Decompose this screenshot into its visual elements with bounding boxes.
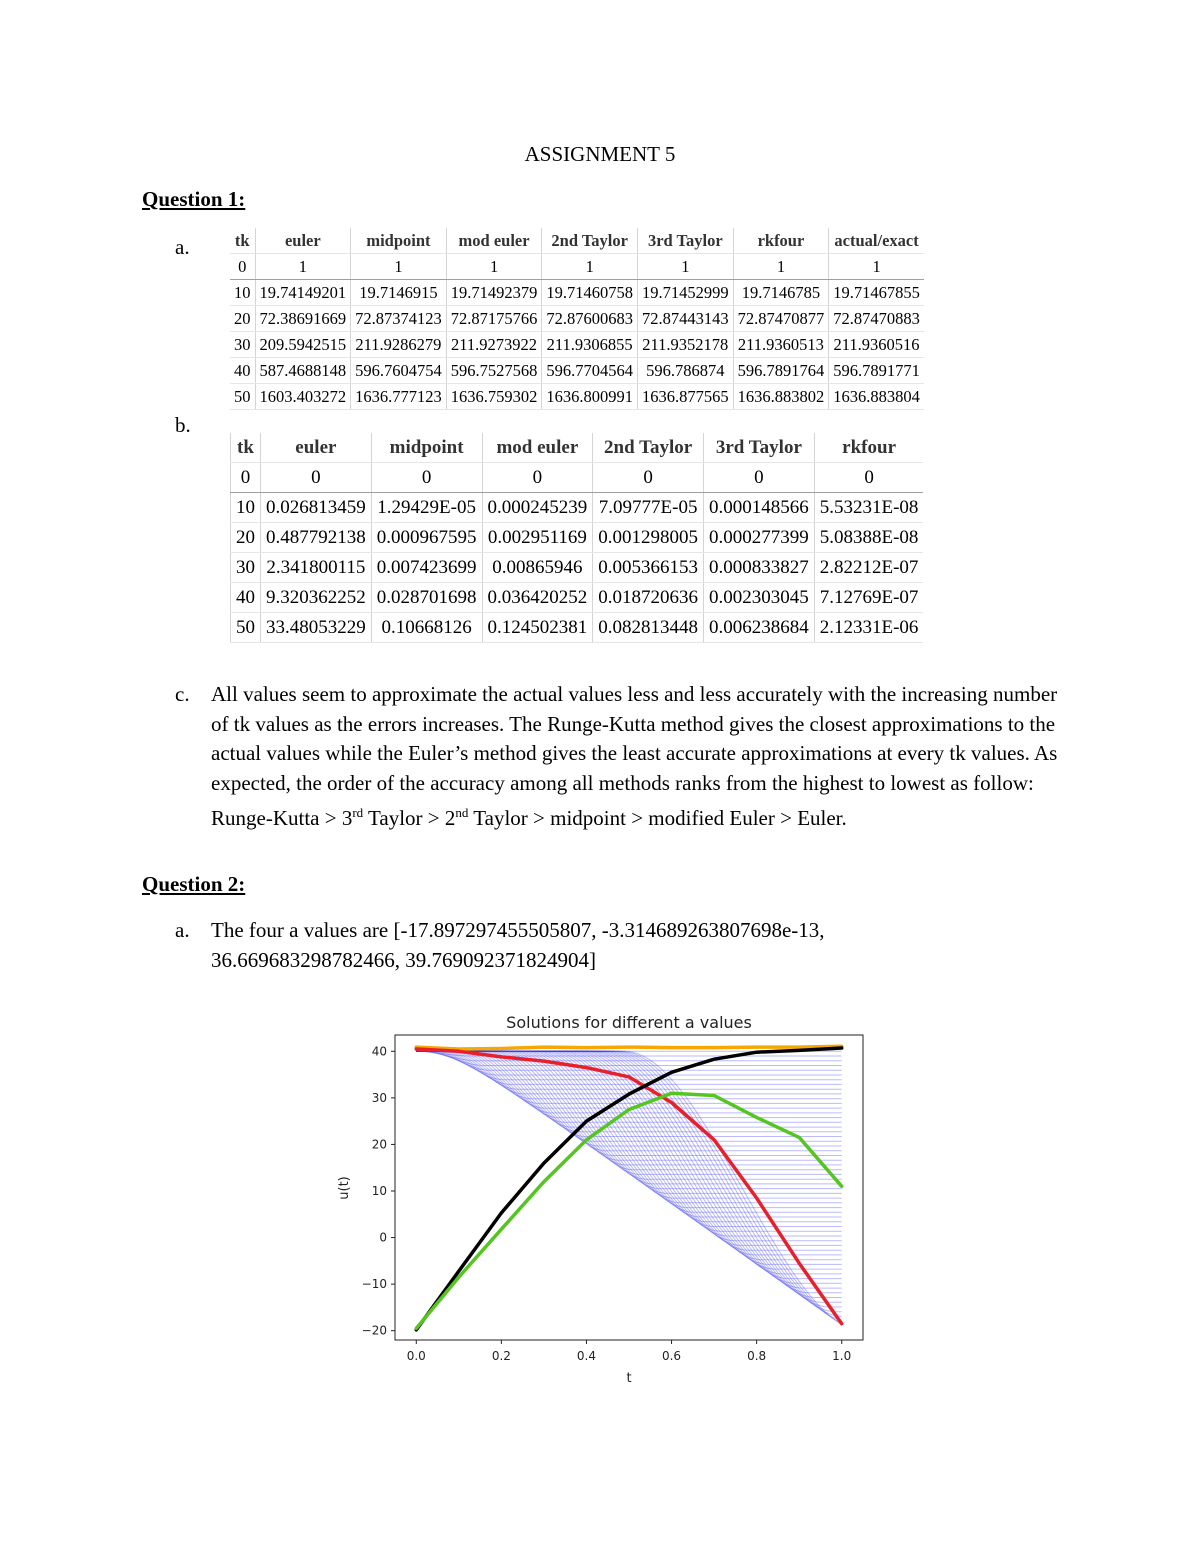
table-cell: 1603.403272: [255, 384, 351, 410]
results-table: [230, 228, 924, 410]
column-header: 3rd Taylor: [704, 433, 815, 463]
table-cell: 596.786874: [638, 358, 734, 384]
table-cell: 7.09777E-05: [593, 493, 704, 523]
y-tick-label: 10: [371, 1183, 387, 1198]
series-line-1: [416, 1046, 841, 1049]
table-cell: 10: [230, 280, 255, 306]
table-cell: 1636.759302: [446, 384, 542, 410]
table-cell: 72.87600683: [542, 306, 638, 332]
column-header: mod euler: [482, 433, 593, 463]
series-line-4: [416, 1093, 841, 1328]
table-row: [230, 306, 924, 332]
table-cell: 596.7704564: [542, 358, 638, 384]
y-tick-label: 20: [371, 1137, 387, 1152]
table-cell: 0: [593, 463, 704, 493]
table-cell: 1: [542, 254, 638, 280]
table-cell: 0.002951169: [482, 523, 593, 553]
table-cell: 19.71460758: [542, 280, 638, 306]
table-cell: 40: [230, 358, 255, 384]
table-cell: 0: [482, 463, 593, 493]
table-cell: 72.87175766: [446, 306, 542, 332]
table-cell: 0: [814, 463, 923, 493]
table-cell: 19.71452999: [638, 280, 734, 306]
table-cell: 1636.777123: [351, 384, 447, 410]
table-cell: 33.48053229: [261, 613, 372, 643]
table-cell: 30: [231, 553, 261, 583]
table-cell: 0.001298005: [593, 523, 704, 553]
x-tick-label: 0.4: [576, 1349, 597, 1363]
column-header: 2nd Taylor: [593, 433, 704, 463]
table-cell: 0.002303045: [704, 583, 815, 613]
y-tick-label: 40: [371, 1044, 387, 1059]
column-header: midpoint: [371, 433, 482, 463]
table-row: [231, 613, 924, 643]
table-cell: 587.4688148: [255, 358, 351, 384]
table-cell: 19.71467855: [829, 280, 924, 306]
table-row: [231, 463, 924, 493]
table-cell: 0.000245239: [482, 493, 593, 523]
item-label-2a: a.: [175, 918, 190, 942]
table-cell: 1: [829, 254, 924, 280]
x-tick-label: 0.2: [491, 1349, 511, 1363]
table-cell: 211.9352178: [638, 332, 734, 358]
table-cell: 0.487792138: [261, 523, 372, 553]
table-cell: 596.7604754: [351, 358, 447, 384]
table-cell: 1636.800991: [542, 384, 638, 410]
table-row: [230, 358, 924, 384]
table-cell: 0: [371, 463, 482, 493]
table-cell: 0.005366153: [593, 553, 704, 583]
table-cell: 0.082813448: [593, 613, 704, 643]
table-cell: 0.000148566: [704, 493, 815, 523]
table-cell: 596.7891764: [733, 358, 829, 384]
question-1-heading: Question 1:: [142, 187, 246, 211]
y-tick-label: −20: [361, 1323, 387, 1338]
table-row: [230, 254, 924, 280]
a-values-text: The four a values are [-17.897297455505807, -3.314689263807698e-13, 36.669683298782466, 39.769092371824904]: [211, 918, 825, 972]
table-cell: 7.12769E-07: [814, 583, 923, 613]
column-header: tk: [231, 433, 261, 463]
x-tick-label: 1.0: [832, 1349, 852, 1363]
table-row: [230, 332, 924, 358]
table-cell: 72.87470883: [829, 306, 924, 332]
table-cell: 0: [230, 254, 255, 280]
table-cell: 1: [255, 254, 351, 280]
table-cell: 1: [733, 254, 829, 280]
table-cell: 19.71492379: [446, 280, 542, 306]
table-cell: 40: [231, 583, 261, 613]
x-tick-label: 0.8: [747, 1349, 767, 1363]
table-cell: 1636.883802: [733, 384, 829, 410]
column-header: midpoint: [351, 228, 447, 254]
background-curve: [416, 1051, 841, 1198]
document-title: ASSIGNMENT 5: [524, 142, 676, 166]
column-header: 3rd Taylor: [638, 228, 734, 254]
table-cell: 211.9286279: [351, 332, 447, 358]
table-cell: 0: [231, 463, 261, 493]
table-cell: 72.87374123: [351, 306, 447, 332]
table-cell: 2.341800115: [261, 553, 372, 583]
table-cell: 211.9360516: [829, 332, 924, 358]
table-cell: 211.9360513: [733, 332, 829, 358]
table-cell: 596.7527568: [446, 358, 542, 384]
table-row: [231, 553, 924, 583]
table-cell: 1636.877565: [638, 384, 734, 410]
table-cell: 10: [231, 493, 261, 523]
table-cell: 0.018720636: [593, 583, 704, 613]
y-ticks: [362, 1044, 395, 1337]
table-cell: 1: [638, 254, 734, 280]
table-header-row: [230, 228, 924, 254]
table-cell: 0.036420252: [482, 583, 593, 613]
question-2-heading: Question 2:: [142, 872, 246, 896]
table-cell: 20: [230, 306, 255, 332]
column-header: rkfour: [733, 228, 829, 254]
table-cell: 2.82212E-07: [814, 553, 923, 583]
table-row: [231, 523, 924, 553]
plot-frame: [395, 1035, 863, 1340]
table-cell: 72.87443143: [638, 306, 734, 332]
table-cell: 0.026813459: [261, 493, 372, 523]
column-header: actual/exact: [829, 228, 924, 254]
table-cell: 5.53231E-08: [814, 493, 923, 523]
table-cell: 1636.883804: [829, 384, 924, 410]
table-row: [231, 493, 924, 523]
table-cell: 0: [704, 463, 815, 493]
errors-table: [230, 433, 923, 643]
column-header: mod euler: [446, 228, 542, 254]
chart-title: Solutions for different a values: [506, 1013, 752, 1032]
table-cell: 0.006238684: [704, 613, 815, 643]
table-cell: 2.12331E-06: [814, 613, 923, 643]
table-cell: 50: [231, 613, 261, 643]
background-curve: [416, 1051, 841, 1150]
table-cell: 0.10668126: [371, 613, 482, 643]
table-cell: 0.00865946: [482, 553, 593, 583]
y-tick-label: −10: [361, 1277, 387, 1292]
table-cell: 5.08388E-08: [814, 523, 923, 553]
table-cell: 1: [446, 254, 542, 280]
y-tick-label: 0: [379, 1230, 387, 1245]
table-cell: 0.124502381: [482, 613, 593, 643]
accuracy-discussion: All values seem to approximate the actual values less and less accurately with the increasing number of tk values as the errors increases. The Runge-Kutta method gives the closest approximations to the actual values while the Euler’s method gives the least accurate approximations at every tk values. As expected, the order of the accuracy among all methods ranks from the highest to lowest as follow: Runge-Kutta > 3rd Taylor > 2nd Taylor > midpoint > modified Euler > Euler.: [211, 682, 1058, 830]
column-header: tk: [230, 228, 255, 254]
table-cell: 0.007423699: [371, 553, 482, 583]
item-label-1b: b.: [175, 413, 191, 437]
x-tick-label: 0.6: [661, 1349, 682, 1363]
item-label-1a: a.: [175, 235, 190, 259]
table-cell: 50: [230, 384, 255, 410]
table-cell: 209.5942515: [255, 332, 351, 358]
column-header: euler: [255, 228, 351, 254]
column-header: euler: [261, 433, 372, 463]
table-cell: 19.7146915: [351, 280, 447, 306]
table-cell: 211.9306855: [542, 332, 638, 358]
table-cell: 19.7146785: [733, 280, 829, 306]
x-ticks: [407, 1340, 852, 1363]
table-row: [230, 384, 924, 410]
background-curve: [416, 1051, 841, 1255]
table-cell: 72.87470877: [733, 306, 829, 332]
table-row: [230, 280, 924, 306]
series-line-2: [416, 1049, 841, 1324]
table-cell: 72.38691669: [255, 306, 351, 332]
table-cell: 1.29429E-05: [371, 493, 482, 523]
table-cell: 0: [261, 463, 372, 493]
table-cell: 19.74149201: [255, 280, 351, 306]
x-tick-label: 0.0: [406, 1349, 426, 1363]
table-cell: 0.000277399: [704, 523, 815, 553]
table-cell: 9.320362252: [261, 583, 372, 613]
table-cell: 0.000967595: [371, 523, 482, 553]
y-axis-label: u(t): [337, 1176, 352, 1200]
item-label-1c: c.: [175, 682, 190, 706]
table-cell: 20: [231, 523, 261, 553]
column-header: 2nd Taylor: [542, 228, 638, 254]
table-cell: 211.9273922: [446, 332, 542, 358]
table-cell: 0.028701698: [371, 583, 482, 613]
table-cell: 1: [351, 254, 447, 280]
solutions-chart: [330, 1008, 880, 1393]
table-header-row: [231, 433, 924, 463]
table-cell: 30: [230, 332, 255, 358]
table-cell: 0.000833827: [704, 553, 815, 583]
column-header: rkfour: [814, 433, 923, 463]
x-axis-label: t: [626, 1371, 632, 1386]
y-tick-label: 30: [371, 1090, 387, 1105]
table-cell: 596.7891771: [829, 358, 924, 384]
table-row: [231, 583, 924, 613]
